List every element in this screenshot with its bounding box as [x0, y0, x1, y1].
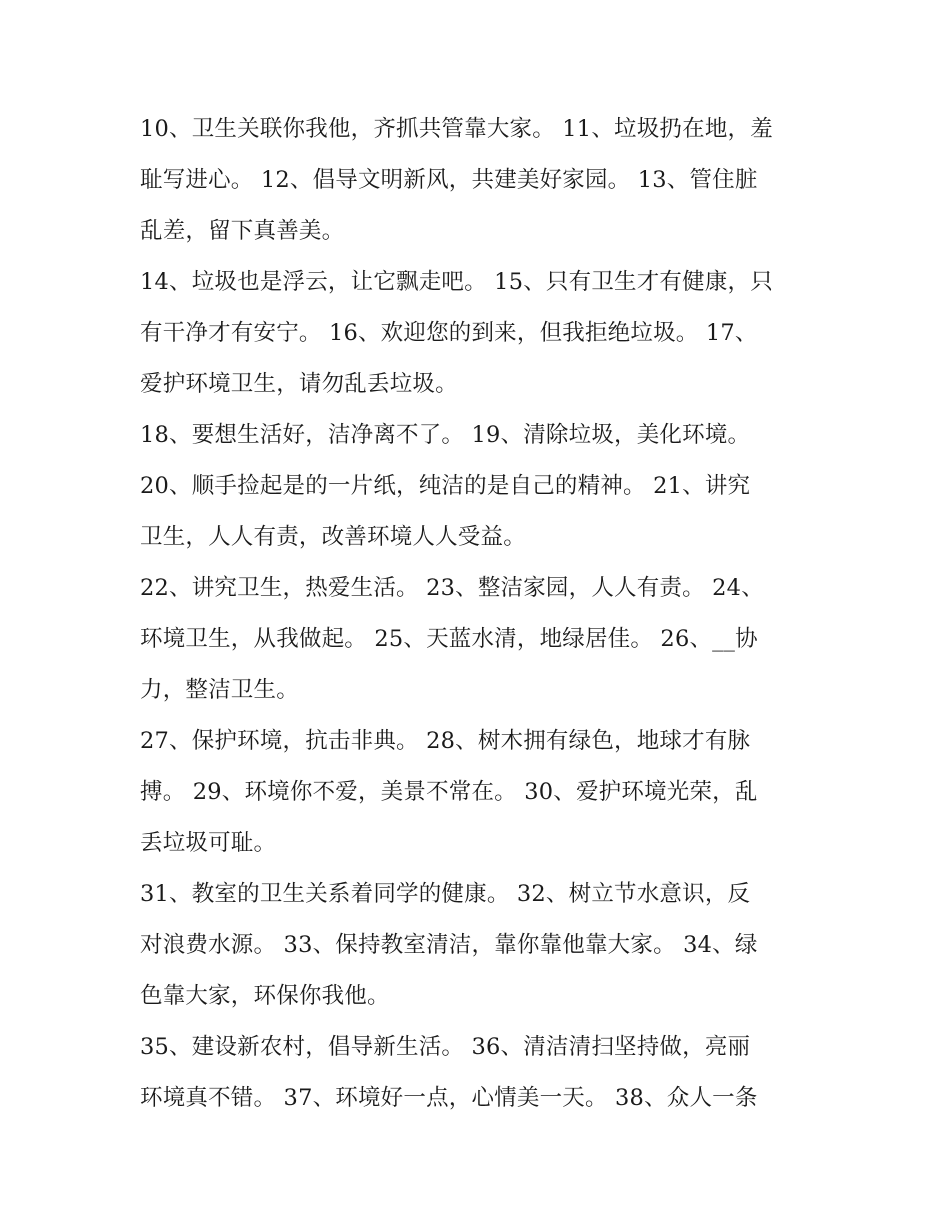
text-line: 爱护环境卫生，请勿乱丢垃圾。: [140, 371, 458, 397]
text-line: 乱差，留下真善美。: [140, 218, 345, 244]
text-line: 对浪费水源。 33、保持教室清洁，靠你靠他靠大家。 34、绿: [140, 932, 758, 958]
text-line: 31、教室的卫生关系着同学的健康。 32、树立节水意识，反: [140, 881, 751, 907]
text-line: 20、顺手捡起是的一片纸，纯洁的是自己的精神。 21、讲究: [140, 473, 751, 499]
paragraph-slogans-35-38: [140, 1022, 820, 1124]
paragraph-slogans-18-19: [140, 410, 820, 461]
paragraph-slogans-31-34: [140, 869, 820, 1022]
text-line: 丢垃圾可耻。: [140, 830, 277, 856]
text-line: 环境真不错。 37、环境好一点，心情美一天。 38、众人一条: [140, 1085, 758, 1111]
text-line: 力，整洁卫生。: [140, 677, 299, 703]
paragraph-slogans-22-26: [140, 563, 820, 716]
text-line: 卫生，人人有责，改善环境人人受益。: [140, 524, 526, 550]
document-body: [140, 104, 820, 1124]
text-line: 有干净才有安宁。 16、欢迎您的到来，但我拒绝垃圾。 17、: [140, 320, 758, 346]
paragraph-slogans-14-17: [140, 257, 820, 410]
paragraph-slogans-20-21: [140, 461, 820, 563]
text-line: 搏。 29、环境你不爱，美景不常在。 30、爱护环境光荣，乱: [140, 779, 758, 805]
text-line: 18、要想生活好，洁净离不了。 19、清除垃圾，美化环境。: [140, 422, 751, 448]
text-line: 22、讲究卫生，热爱生活。 23、整洁家园，人人有责。 24、: [140, 575, 764, 601]
text-line: 14、垃圾也是浮云，让它飘走吧。 15、只有卫生才有健康，只: [140, 269, 773, 295]
text-line: 耻写进心。 12、倡导文明新风，共建美好家园。 13、管住脏: [140, 167, 758, 193]
text-line: 10、卫生关联你我他，齐抓共管靠大家。 11、垃圾扔在地，羞: [140, 116, 773, 142]
text-line: 27、保护环境，抗击非典。 28、树木拥有绿色，地球才有脉: [140, 728, 751, 754]
paragraph-slogans-27-30: [140, 716, 820, 869]
text-line: 色靠大家，环保你我他。: [140, 983, 390, 1009]
paragraph-slogans-10-13: [140, 104, 820, 257]
text-line: 环境卫生，从我做起。 25、天蓝水清，地绿居佳。 26、__协: [140, 626, 758, 652]
text-line: 35、建设新农村，倡导新生活。 36、清洁清扫坚持做，亮丽: [140, 1034, 751, 1060]
